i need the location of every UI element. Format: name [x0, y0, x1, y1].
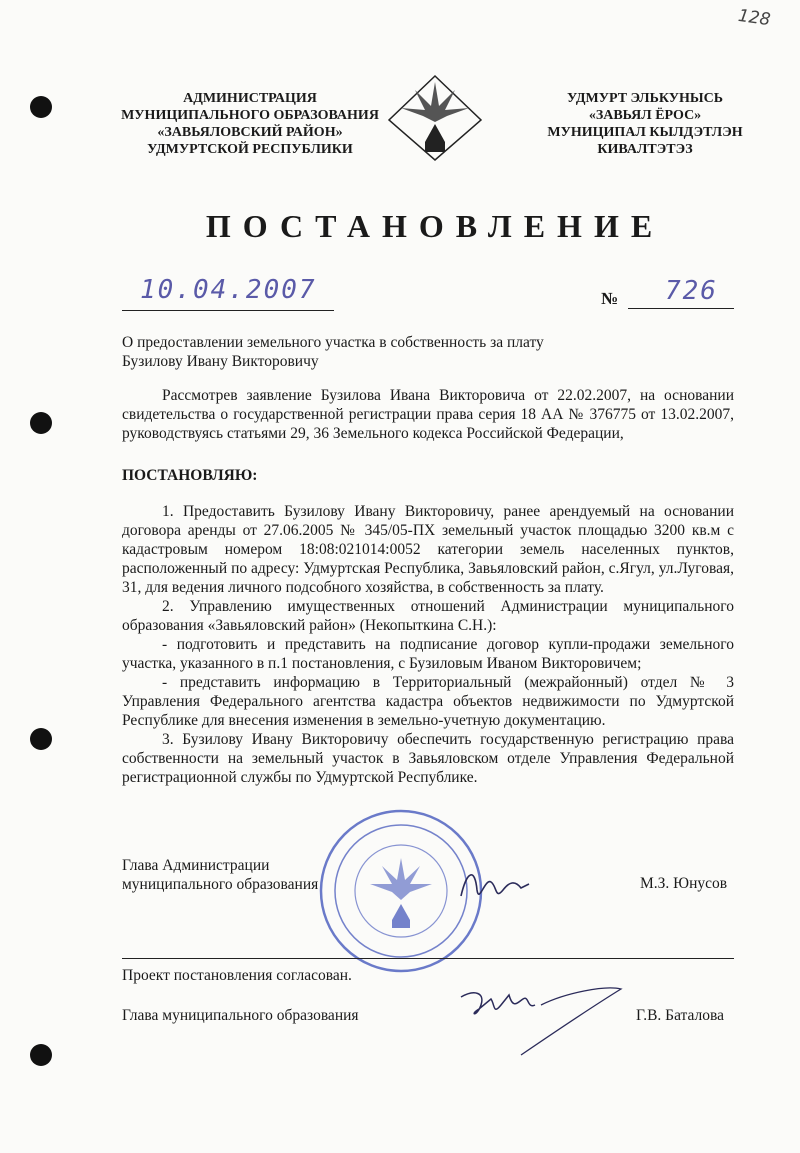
- punch-hole: [30, 1044, 52, 1066]
- header-right: [520, 90, 770, 158]
- signature-batalova: [455, 975, 625, 1060]
- decree-item: - представить информацию в Территориальный (межрайонный) отдел № 3 Управления Федерального агентства кадастра объектов недвижимости по Удмуртской Республике для внесения изменения в земельно-учетную документацию.: [122, 674, 734, 729]
- position-line: муниципального образования: [122, 876, 319, 893]
- emblem-icon: [385, 72, 485, 162]
- punch-hole: [30, 412, 52, 434]
- signature-yunusov: [455, 860, 535, 910]
- date-underline: [122, 310, 334, 311]
- subject-line: Бузилову Ивану Викторовичу: [122, 353, 319, 370]
- header-line: «ЗАВЬЯЛ ЁРОС»: [588, 108, 702, 123]
- signatory-position: [122, 856, 382, 894]
- header-left: [110, 90, 390, 158]
- position-line: Глава Администрации: [122, 857, 270, 874]
- document-date: 10.04.2007: [140, 275, 317, 305]
- header-line: «ЗАВЬЯЛОВСКИЙ РАЙОН»: [157, 125, 343, 140]
- punch-hole: [30, 728, 52, 750]
- page-number: 128: [736, 5, 772, 31]
- header-line: МУНИЦИПАЛ КЫЛДЭТЛЭН: [547, 125, 743, 140]
- number-label: №: [601, 289, 619, 308]
- decree-item: 2. Управлению имущественных отношений Администрации муниципального образования «Завьяловский район» (Некопыткина С.Н.):: [122, 598, 734, 634]
- punch-hole: [30, 96, 52, 118]
- decree-item: 1. Предоставить Бузилову Ивану Викторовичу, ранее арендуемый на основании договора аренды от 27.06.2005 № 345/05-ПХ земельный участок площадью 3200 кв.м с кадастровым номером 18:08:021014:0052 категории земель населенных пунктов, расположенный по адресу: Удмуртская Республика, Завьяловский район, с.Ягул, ул.Луговая, 31, для ведения личного подсобного хозяйства, в собственность за плату.: [122, 503, 734, 596]
- divider: [122, 958, 734, 959]
- second-signatory-name: Г.В. Баталова: [636, 1007, 725, 1024]
- second-signatory-position: Глава муниципального образования: [122, 1007, 359, 1024]
- decree-items: [122, 502, 734, 787]
- header-line: УДМУРТ ЭЛЬКУНЫСЬ: [567, 91, 723, 106]
- signatory-name: М.З. Юнусов: [640, 875, 728, 892]
- decree-item: 3. Бузилову Ивану Викторовичу обеспечить государственную регистрацию права собственности на земельный участок в Завьяловском отделе Управления Федеральной регистрационной службы по Удмуртской Республике.: [122, 731, 734, 786]
- intro-text: Рассмотрев заявление Бузилова Ивана Викторовича от 22.02.2007, на основании свидетельства о государственной регистрации права серия 18 АА № 376775 от 13.02.2007, руководствуясь статьями 29, 36 Земельного кодекса Российской Федерации,: [122, 387, 734, 442]
- document-subject: [122, 333, 592, 371]
- agreement-note: Проект постановления согласован.: [122, 967, 352, 984]
- decree-heading: ПОСТАНОВЛЯЮ:: [122, 467, 258, 484]
- header-line: УДМУРТСКОЙ РЕСПУБЛИКИ: [147, 142, 353, 157]
- header-line: КИВАЛТЭТЭЗ: [597, 142, 693, 157]
- document-number: 726: [665, 276, 718, 306]
- header-line: АДМИНИСТРАЦИЯ: [183, 91, 317, 106]
- header-line: МУНИЦИПАЛЬНОГО ОБРАЗОВАНИЯ: [121, 108, 379, 123]
- document-title: ПОСТАНОВЛЕНИЕ: [205, 208, 665, 244]
- number-underline: [628, 308, 734, 309]
- intro-paragraph: [122, 386, 734, 443]
- decree-item: - подготовить и представить на подписание договор купли-продажи земельного участка, указанного в п.1 постановления, с Бузиловым Иваном Викторовичем;: [122, 636, 734, 672]
- subject-line: О предоставлении земельного участка в собственность за плату: [122, 334, 544, 351]
